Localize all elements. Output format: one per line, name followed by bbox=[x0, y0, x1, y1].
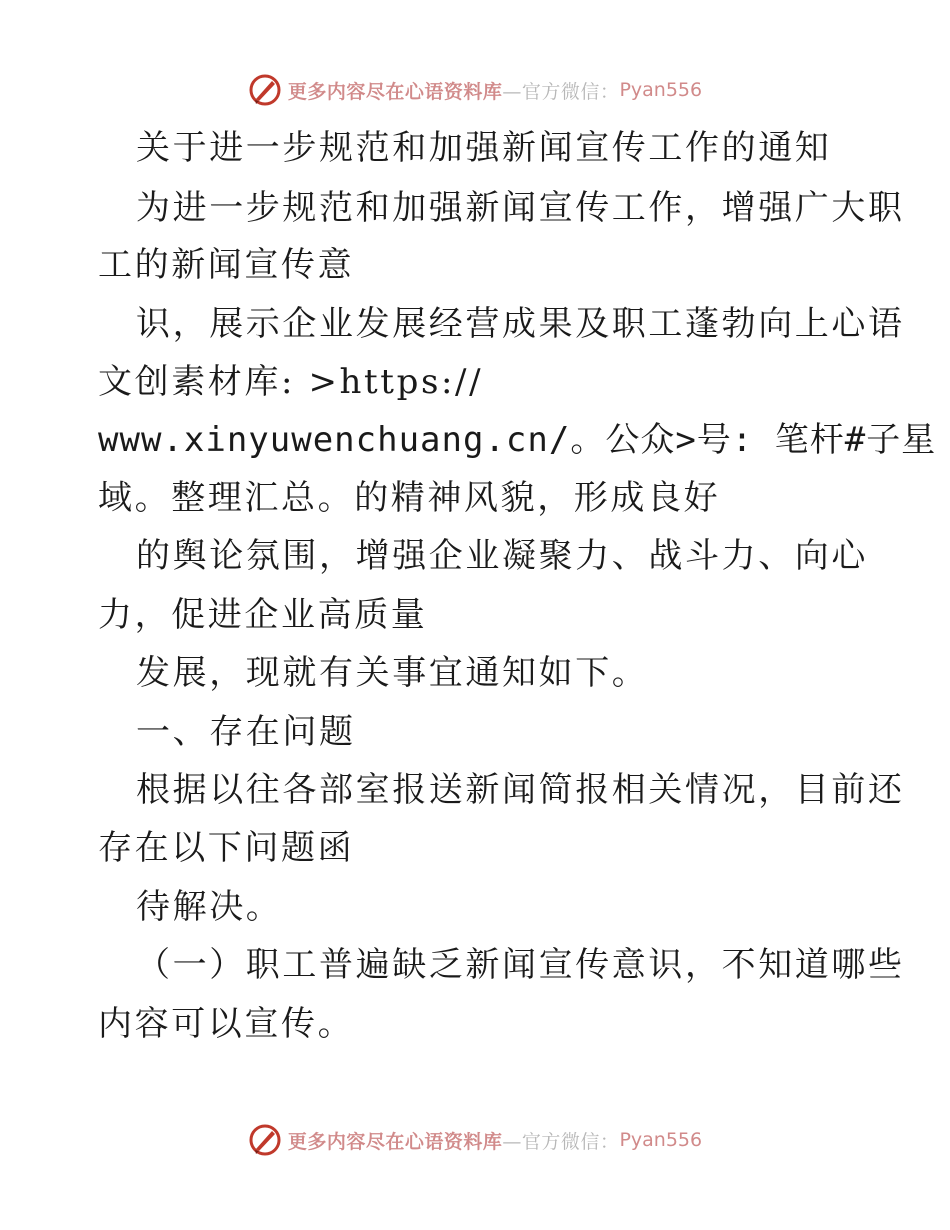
doc-line: 待解决。 bbox=[136, 887, 283, 927]
footer-watermark-banner bbox=[0, 1120, 950, 1160]
doc-line: 存在以下问题函 bbox=[98, 828, 355, 868]
banner-wechat-id: Pyan556 bbox=[619, 79, 703, 101]
quill-logo-icon bbox=[248, 1123, 282, 1157]
doc-line: 力，促进企业高质量 bbox=[98, 595, 428, 635]
header-watermark-banner bbox=[0, 70, 950, 110]
banner-wechat-id: Pyan556 bbox=[619, 1129, 703, 1151]
banner-text: 更多内容尽在心语资料库 bbox=[287, 80, 503, 103]
quill-logo-icon bbox=[248, 73, 282, 107]
doc-line: 工的新闻宣传意 bbox=[98, 245, 355, 285]
doc-line: 文创素材库: >https:// bbox=[98, 362, 484, 402]
section-heading: 一、存在问题 bbox=[136, 712, 356, 752]
doc-line: 为进一步规范和加强新闻宣传工作，增强广大职 bbox=[136, 188, 905, 228]
doc-line: 域。整理汇总。的精神风貌，形成良好 bbox=[98, 478, 721, 518]
doc-line: 根据以往各部室报送新闻简报相关情况，目前还 bbox=[136, 770, 905, 810]
doc-title: 关于进一步规范和加强新闻宣传工作的通知 bbox=[136, 128, 832, 168]
banner-separator: —官方微信： bbox=[502, 80, 620, 103]
doc-line: www.xinyuwenchuang.cn/。公众>号: 笔杆#子星 bbox=[98, 420, 937, 460]
doc-line: 识，展示企业发展经营成果及职工蓬勃向上心语 bbox=[136, 304, 905, 344]
doc-line: 的舆论氛围，增强企业凝聚力、战斗力、向心 bbox=[136, 536, 868, 576]
banner-text: 更多内容尽在心语资料库 bbox=[287, 1130, 503, 1153]
banner-separator: —官方微信： bbox=[502, 1130, 620, 1153]
doc-line: 发展，现就有关事宜通知如下。 bbox=[136, 653, 649, 693]
subsection-line: （一）职工普遍缺乏新闻宣传意识，不知道哪些 bbox=[136, 945, 905, 985]
doc-line: 内容可以宣传。 bbox=[98, 1004, 355, 1044]
